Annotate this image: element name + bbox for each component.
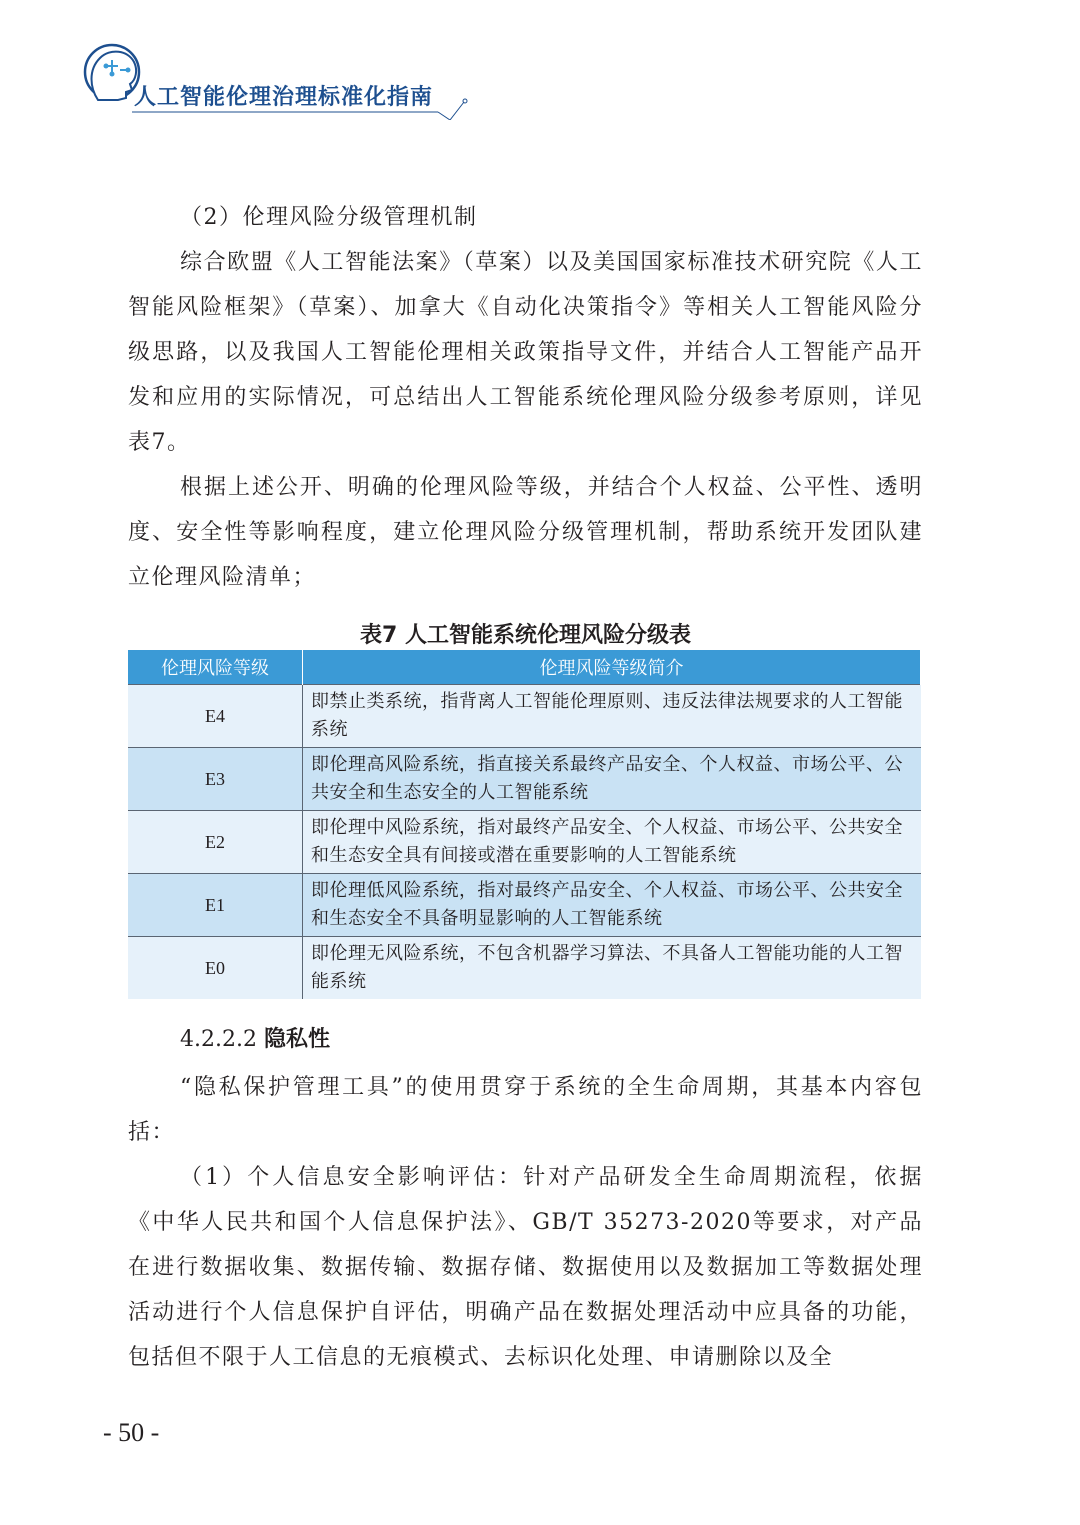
paragraph: “隐私保护管理工具”的使用贯穿于系统的全生命周期，其基本内容包括： <box>128 1075 923 1145</box>
column-header: 伦理风险等级 <box>128 650 303 685</box>
risk-level: E4 <box>128 685 303 748</box>
column-header: 伦理风险等级简介 <box>303 650 921 685</box>
risk-level: E2 <box>128 811 303 874</box>
table-row <box>128 748 921 811</box>
risk-description: 即伦理低风险系统，指对最终产品安全、个人权益、市场公平、公共安全和生态安全不具备明显影响的人工智能系统 <box>303 874 921 937</box>
table-row <box>128 811 921 874</box>
risk-description: 即伦理中风险系统，指对最终产品安全、个人权益、市场公平、公共安全和生态安全具有间接或潜在重要影响的人工智能系统 <box>303 811 921 874</box>
risk-description: 即伦理高风险系统，指直接关系最终产品安全、个人权益、市场公平、公共安全和生态安全的人工智能系统 <box>303 748 921 811</box>
section-ethics-risk <box>128 195 923 600</box>
paragraph: （1）个人信息安全影响评估：针对产品研发全生命周期流程，依据《中华人民共和国个人信息保护法》、GB/T 35273-2020等要求，对产品在进行数据收集、数据传输、数据存储、数据使用以及数据加工等数据处理活动进行个人信息保护自评估，明确产品在数据处理活动中应具备的功能，包括但不限于人工信息的无痕模式、去标识化处理、申请删除以及全 <box>128 1165 923 1370</box>
table-caption: 表7 人工智能系统伦理风险分级表 <box>360 623 691 648</box>
paragraph: 综合欧盟《人工智能法案》（草案）以及美国国家标准技术研究院《人工智能风险框架》（草案）、加拿大《自动化决策指令》等相关人工智能风险分级思路，以及我国人工智能伦理相关政策指导文件，并结合人工智能产品开发和应用的实际情况，可总结出人工智能系统伦理风险分级参考原则，详见表7。 <box>128 250 923 455</box>
risk-level: E1 <box>128 874 303 937</box>
paragraph: 根据上述公开、明确的伦理风险等级，并结合个人权益、公平性、透明度、安全性等影响程度，建立伦理风险分级管理机制，帮助系统开发团队建立伦理风险清单； <box>128 475 923 590</box>
table-row <box>128 874 921 937</box>
section-title: 隐私性 <box>263 1027 330 1052</box>
subsection-heading: （2）伦理风险分级管理机制 <box>180 205 478 230</box>
section-privacy <box>128 1065 923 1380</box>
risk-description: 即伦理无风险系统，不包含机器学习算法、不具备人工智能功能的人工智能系统 <box>303 937 921 1000</box>
risk-description: 即禁止类系统，指背离人工智能伦理原则、违反法律法规要求的人工智能系统 <box>303 685 921 748</box>
risk-level: E0 <box>128 937 303 1000</box>
table-header-row <box>128 650 921 685</box>
section-number: 4.2.2.2 <box>180 1027 257 1052</box>
table-row <box>128 685 921 748</box>
table-row <box>128 937 921 1000</box>
header-title: 人工智能伦理治理标准化指南 <box>134 85 434 110</box>
section-heading <box>180 1022 330 1053</box>
page-number: - 50 - <box>103 1418 160 1447</box>
risk-level: E3 <box>128 748 303 811</box>
risk-level-table <box>128 650 921 999</box>
running-header <box>78 40 478 120</box>
